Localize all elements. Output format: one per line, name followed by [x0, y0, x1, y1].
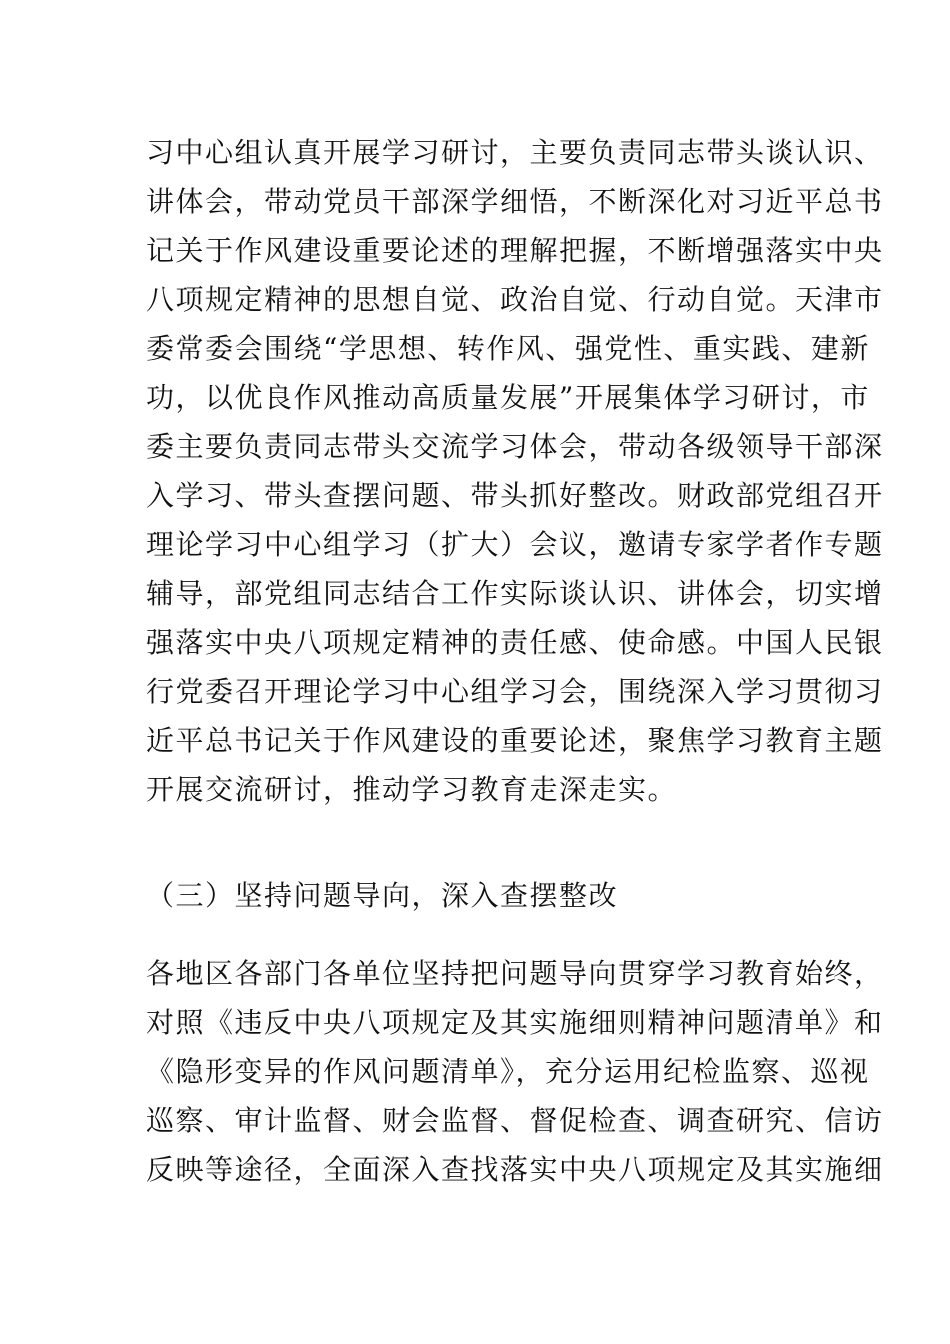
text-line: 《隐形变异的作风问题清单》，充分运用纪检监察、巡视 [146, 1055, 870, 1088]
text-line: 习中心组认真开展学习研讨，主要负责同志带头谈认识、 [146, 136, 884, 169]
text-line: 理论学习中心组学习（扩大）会议，邀请专家学者作专题 [146, 528, 884, 561]
paragraph-2 [146, 949, 884, 1194]
section-heading: （三）坚持问题导向，深入查摆整改 [146, 879, 619, 912]
paragraph-1 [146, 128, 884, 814]
text-line: 讲体会，带动党员干部深学细悟，不断深化对习近平总书 [146, 185, 884, 218]
text-line: 委常委会围绕“学思想、转作风、强党性、重实践、建新 [146, 332, 870, 365]
text-line: 功，以优良作风推动高质量发展”开展集体学习研讨，市 [146, 381, 870, 414]
text-line: 入学习、带头查摆问题、带头抓好整改。财政部党组召开 [146, 479, 884, 512]
text-line: 行党委召开理论学习中心组学习会，围绕深入学习贯彻习 [146, 675, 884, 708]
text-line: 对照《违反中央八项规定及其实施细则精神问题清单》和 [146, 1006, 884, 1039]
text-line: 八项规定精神的思想自觉、政治自觉、行动自觉。天津市 [146, 283, 884, 316]
text-line: 委主要负责同志带头交流学习体会，带动各级领导干部深 [146, 430, 884, 463]
text-line: 近平总书记关于作风建设的重要论述，聚焦学习教育主题 [146, 724, 884, 757]
text-line: 记关于作风建设重要论述的理解把握，不断增强落实中央 [146, 234, 884, 267]
text-line: 各地区各部门各单位坚持把问题导向贯穿学习教育始终， [146, 957, 884, 990]
text-line: 巡察、审计监督、财会监督、督促检查、调查研究、信访 [146, 1104, 884, 1137]
text-line: 开展交流研讨，推动学习教育走深走实。 [146, 773, 678, 806]
text-line: 强落实中央八项规定精神的责任感、使命感。中国人民银 [146, 626, 884, 659]
text-line: 辅导，部党组同志结合工作实际谈认识、讲体会，切实增 [146, 577, 884, 610]
text-line: 反映等途径，全面深入查找落实中央八项规定及其实施细 [146, 1153, 884, 1186]
